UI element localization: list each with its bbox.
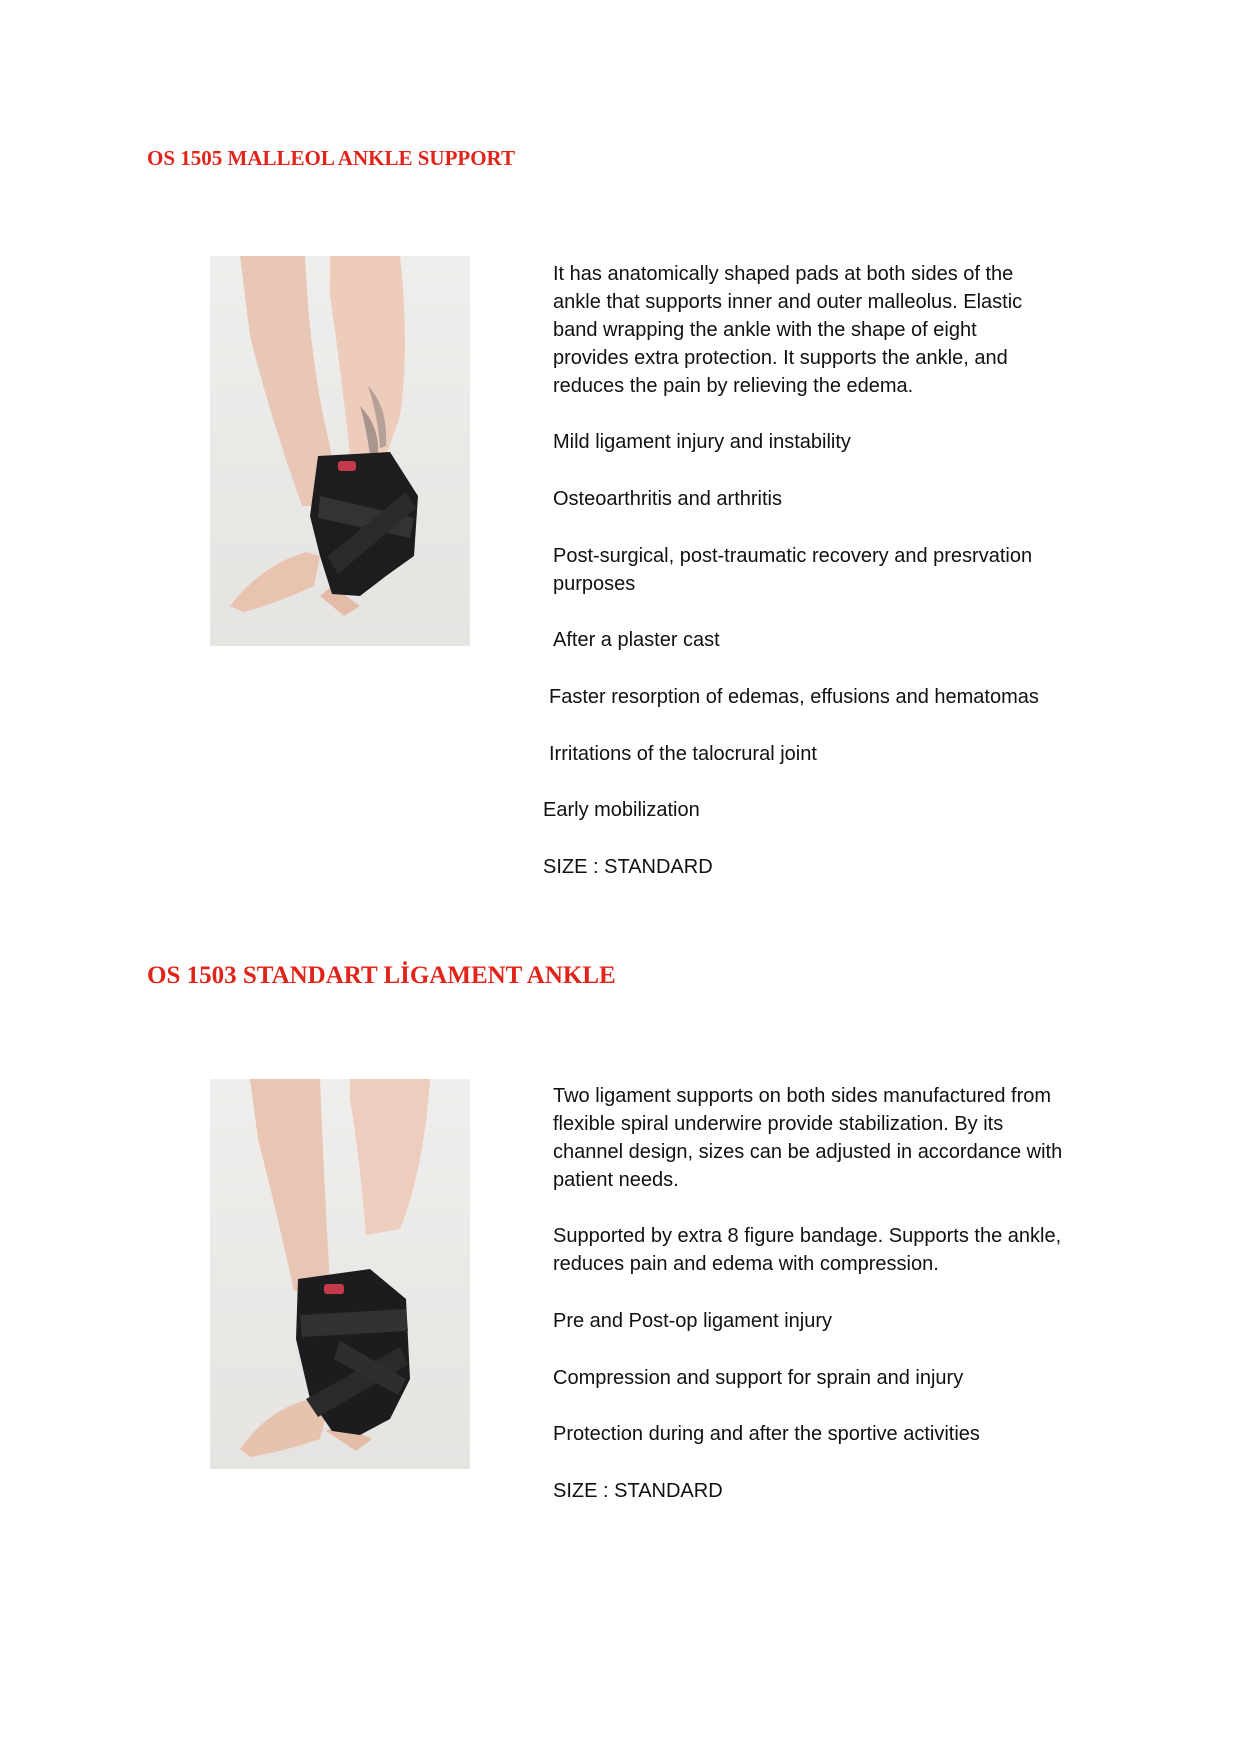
size-label: SIZE : STANDARD — [543, 856, 713, 878]
indication-item: Early mobilization — [543, 799, 700, 821]
description-line: Two ligament supports on both sides manufactured from — [553, 1085, 1052, 1107]
indication-item: Mild ligament injury and instability — [553, 431, 851, 453]
indication-item: purposes — [553, 573, 636, 595]
ankle-support-illustration — [210, 256, 470, 646]
feature-line: Supported by extra 8 figure bandage. Supports the ankle, — [553, 1225, 1062, 1247]
description-line: It has anatomically shaped pads at both sides of the — [553, 263, 1014, 285]
product-photo — [210, 1079, 470, 1469]
description-line: channel design, sizes can be adjusted in accordance with — [553, 1141, 1063, 1163]
description-line: provides extra protection. It supports the ankle, and — [553, 347, 1008, 369]
indication-item: Osteoarthritis and arthritis — [553, 488, 782, 510]
feature-line: reduces pain and edema with compression. — [553, 1253, 939, 1275]
product-title: OS 1503 STANDART LİGAMENT ANKLE — [147, 962, 616, 989]
description-line: flexible spiral underwire provide stabilization. By its — [553, 1113, 1004, 1135]
description-line: band wrapping the ankle with the shape of eight — [553, 319, 977, 341]
indication-item: Pre and Post-op ligament injury — [553, 1310, 833, 1332]
ankle-support-illustration — [210, 1079, 470, 1469]
indication-item: Compression and support for sprain and injury — [553, 1367, 964, 1389]
product-title: OS 1505 MALLEOL ANKLE SUPPORT — [147, 146, 515, 170]
description-line: reduces the pain by relieving the edema. — [553, 375, 914, 397]
indication-item: Post-surgical, post-traumatic recovery and presrvation — [553, 545, 1033, 567]
indication-item: Protection during and after the sportive activities — [553, 1423, 980, 1445]
indication-item: Faster resorption of edemas, effusions and hematomas — [549, 686, 1039, 708]
indication-item: Irritations of the talocrural joint — [549, 743, 817, 765]
indication-item: After a plaster cast — [553, 629, 720, 651]
product-photo — [210, 256, 470, 646]
size-label: SIZE : STANDARD — [553, 1480, 723, 1502]
description-line: ankle that supports inner and outer malleolus. Elastic — [553, 291, 1023, 313]
description-line: patient needs. — [553, 1169, 679, 1191]
